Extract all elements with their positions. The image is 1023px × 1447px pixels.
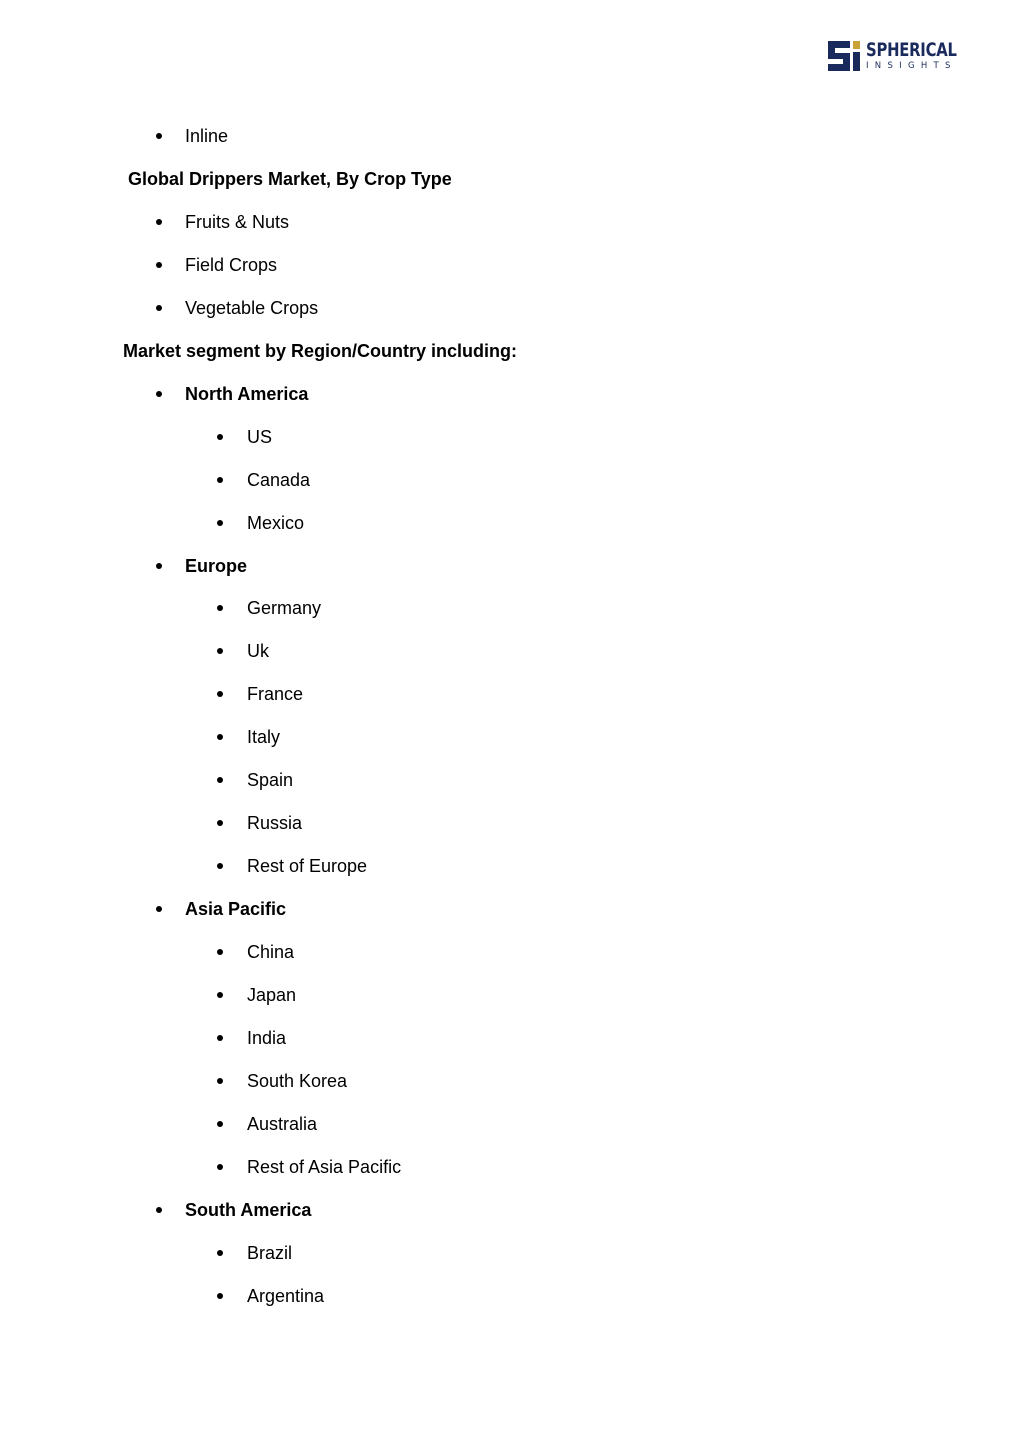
region-item: Europe: [185, 555, 248, 576]
bullet-icon: [217, 434, 223, 440]
region-item: South America: [185, 1199, 312, 1220]
bullet-icon: [217, 863, 223, 869]
bullet-icon: [156, 563, 162, 569]
logo-name: SPHERICAL: [866, 39, 957, 61]
bullet-icon: [217, 1250, 223, 1256]
country-item: France: [247, 684, 304, 705]
bullet-icon: [217, 734, 223, 740]
country-item: Mexico: [247, 512, 305, 533]
list-item: Inline: [185, 126, 229, 146]
country-item: Japan: [247, 985, 297, 1005]
region-item: North America: [185, 383, 309, 404]
bullet-icon: [156, 305, 162, 311]
bullet-icon: [156, 1207, 162, 1213]
logo-subtitle: INSIGHTS: [866, 61, 957, 71]
country-item: Spain: [247, 770, 294, 791]
bullet-icon: [217, 1035, 223, 1041]
country-item: Russia: [247, 813, 303, 834]
bullet-icon: [217, 648, 223, 654]
country-item: Argentina: [247, 1285, 325, 1306]
country-item: Rest of Asia Pacific: [247, 1156, 402, 1177]
bullet-icon: [217, 992, 223, 998]
list-item: Fruits & Nuts: [185, 211, 290, 232]
bullet-icon: [217, 820, 223, 826]
country-item: South Korea: [247, 1070, 348, 1091]
bullet-icon: [156, 391, 162, 397]
section-heading: Global Drippers Market, By Crop Type: [128, 168, 452, 189]
bullet-icon: [156, 219, 162, 225]
country-item: Italy: [247, 727, 281, 748]
country-item: Australia: [247, 1113, 318, 1134]
country-item: Canada: [247, 469, 311, 490]
bullet-icon: [156, 262, 162, 268]
country-item: US: [247, 426, 273, 447]
region-item: Asia Pacific: [185, 899, 287, 920]
bullet-icon: [217, 520, 223, 526]
country-item: India: [247, 1027, 287, 1048]
bullet-icon: [217, 691, 223, 697]
bullet-icon: [217, 949, 223, 955]
bullet-icon: [217, 477, 223, 483]
country-item: Uk: [247, 641, 269, 662]
bullet-icon: [217, 1164, 223, 1170]
spherical-insights-logo: [828, 41, 982, 71]
country-item: China: [247, 942, 295, 963]
logo-mark-icon: [828, 41, 860, 71]
bullet-icon: [217, 777, 223, 783]
bullet-icon: [217, 1078, 223, 1084]
list-item: Vegetable Crops: [185, 297, 319, 318]
country-item: Brazil: [247, 1242, 293, 1263]
country-item: Germany: [247, 598, 322, 619]
bullet-icon: [217, 1121, 223, 1127]
list-item: Field Crops: [185, 254, 278, 275]
section-heading: Market segment by Region/Country including:: [123, 340, 518, 361]
bullet-icon: [156, 133, 162, 139]
country-item: Rest of Europe: [247, 856, 368, 877]
bullet-icon: [217, 605, 223, 611]
bullet-icon: [217, 1293, 223, 1299]
bullet-icon: [156, 906, 162, 912]
